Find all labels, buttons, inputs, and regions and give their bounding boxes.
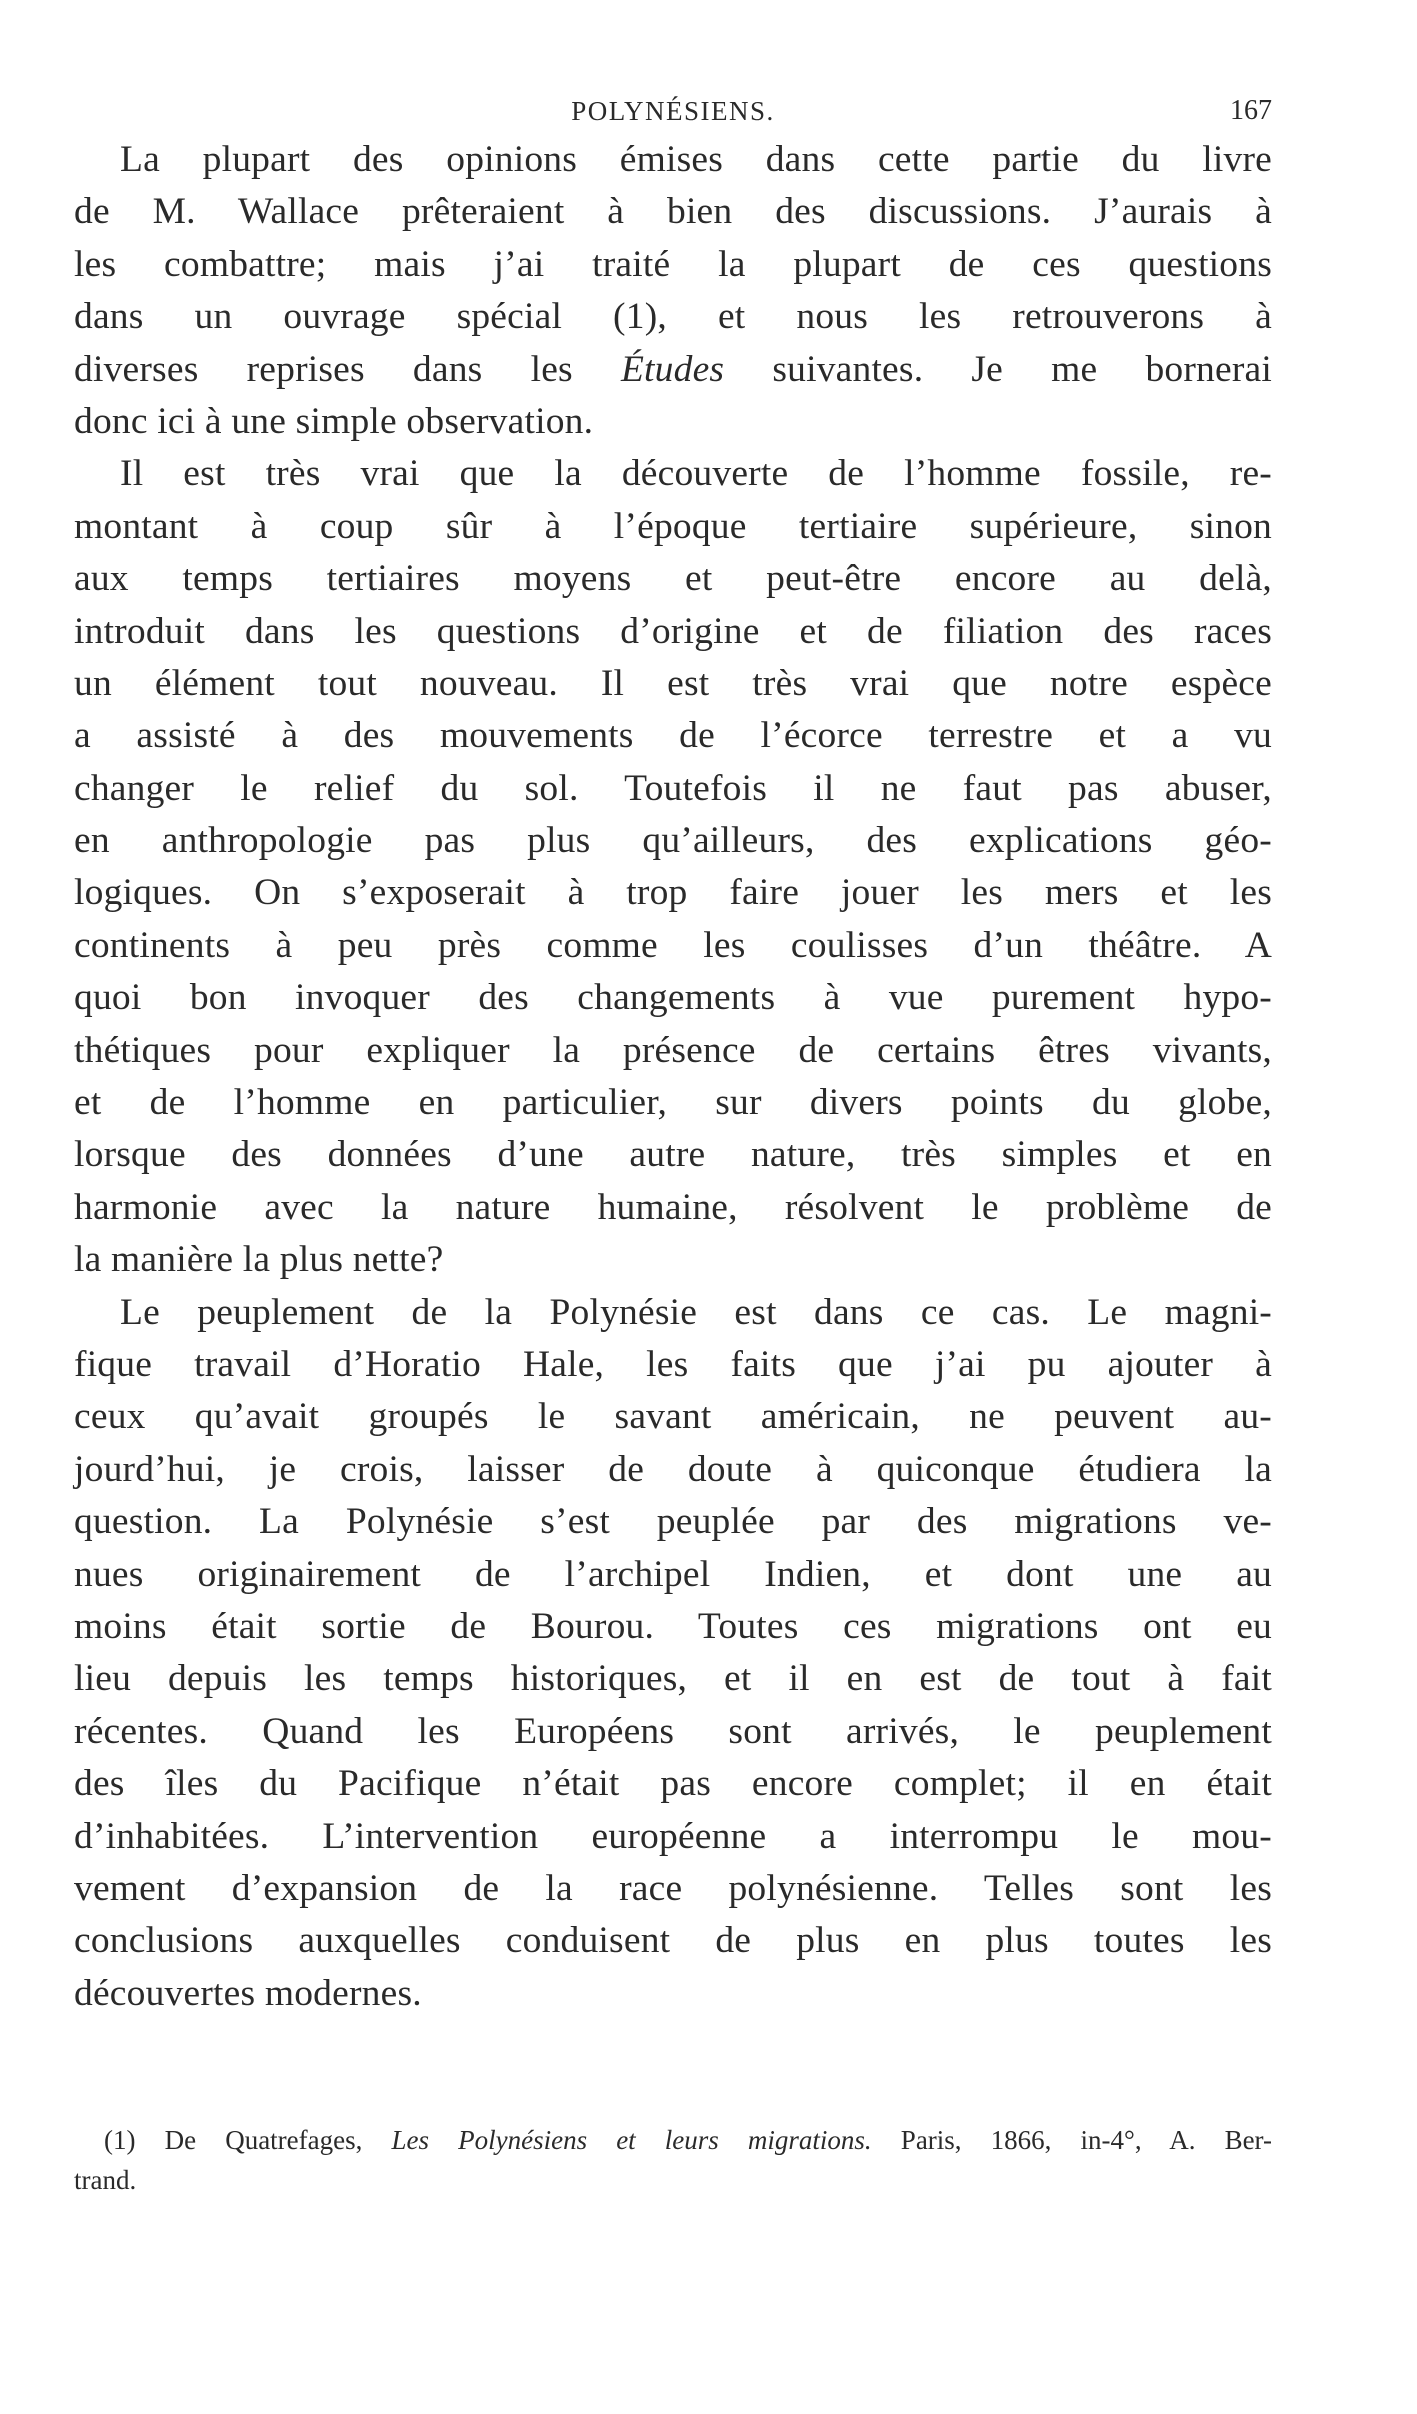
text-line: harmonie avec la nature humaine, résolvent le problème de bbox=[74, 1186, 1272, 1228]
text-line: montant à coup sûr à l’époque tertiaire supérieure, sinon bbox=[74, 505, 1272, 547]
text-span: (1) De Quatrefages, bbox=[104, 2125, 392, 2155]
text-line: nues originairement de l’archipel Indien, et dont une au bbox=[74, 1553, 1272, 1595]
text-line: et de l’homme en particulier, sur divers points du globe, bbox=[74, 1082, 1272, 1124]
text-line: vement d’expansion de la race polynésienne. Telles sont les bbox=[74, 1867, 1272, 1909]
text-line: question. La Polynésie s’est peuplée par des migrations ve- bbox=[74, 1501, 1272, 1543]
running-title: POLYNÉSIENS. bbox=[571, 96, 775, 126]
text-span: diverses reprises dans les bbox=[74, 348, 621, 390]
text-line: fique travail d’Horatio Hale, les faits que j’ai pu ajouter à bbox=[74, 1343, 1272, 1385]
text-line: donc ici à une simple observation. bbox=[74, 400, 594, 442]
text-span: suivantes. Je me bornerai bbox=[724, 348, 1272, 390]
paragraph-1 bbox=[74, 134, 1272, 448]
text-line: Le peuplement de la Polynésie est dans ce cas. Le magni- bbox=[120, 1291, 1272, 1333]
italic-title: Études bbox=[620, 348, 725, 390]
text-line: lieu depuis les temps historiques, et il en est de tout à fait bbox=[74, 1658, 1272, 1700]
text-line: ceux qu’avait groupés le savant américain, ne peuvent au- bbox=[74, 1396, 1272, 1438]
text-line: thétiques pour expliquer la présence de certains êtres vivants, bbox=[74, 1029, 1272, 1071]
text-line: introduit dans les questions d’origine et de filiation des races bbox=[74, 610, 1272, 652]
text-line: des îles du Pacifique n’était pas encore complet; il en était bbox=[74, 1763, 1272, 1805]
text-line: dans un ouvrage spécial (1), et nous les retrouverons à bbox=[74, 296, 1272, 338]
text-line: quoi bon invoquer des changements à vue purement hypo- bbox=[74, 977, 1272, 1019]
page-number: 167 bbox=[1230, 95, 1272, 126]
text-line: aux temps tertiaires moyens et peut-être encore au delà, bbox=[74, 558, 1272, 600]
text-line: moins était sortie de Bourou. Toutes ces migrations ont eu bbox=[74, 1605, 1272, 1647]
footnote-line: trand. bbox=[74, 2165, 137, 2195]
text-line: la manière la plus nette? bbox=[74, 1239, 444, 1281]
text-line: d’inhabitées. L’intervention européenne a interrompu le mou- bbox=[74, 1815, 1272, 1857]
text-line: un élément tout nouveau. Il est très vrai que notre espèce bbox=[74, 662, 1272, 704]
text-line: les combattre; mais j’ai traité la plupart de ces questions bbox=[74, 243, 1272, 285]
body-text bbox=[74, 134, 1272, 2020]
text-line: découvertes modernes. bbox=[74, 1972, 422, 2014]
text-line: a assisté à des mouvements de l’écorce terrestre et a vu bbox=[74, 715, 1272, 757]
text-line: de M. Wallace prêteraient à bien des discussions. J’aurais à bbox=[74, 191, 1272, 233]
text-line: en anthropologie pas plus qu’ailleurs, des explications géo- bbox=[74, 820, 1272, 862]
text-line: jourd’hui, je crois, laisser de doute à quiconque étudiera la bbox=[74, 1448, 1272, 1490]
text-line: récentes. Quand les Européens sont arrivés, le peuplement bbox=[74, 1710, 1272, 1752]
text-line: changer le relief du sol. Toutefois il ne faut pas abuser, bbox=[74, 767, 1272, 809]
paragraph-3 bbox=[74, 1287, 1272, 2020]
text-line: conclusions auxquelles conduisent de plus en plus toutes les bbox=[74, 1920, 1272, 1962]
footnote bbox=[74, 2120, 1272, 2200]
text-line: La plupart des opinions émises dans cette partie du livre bbox=[120, 139, 1272, 180]
paragraph-2 bbox=[74, 448, 1272, 1286]
italic-title: Les Polynésiens et leurs migrations. bbox=[391, 2125, 872, 2155]
text-line: lorsque des données d’une autre nature, très simples et en bbox=[74, 1134, 1272, 1176]
text-line: logiques. On s’exposerait à trop faire jouer les mers et les bbox=[74, 872, 1272, 914]
text-line: Il est très vrai que la découverte de l’homme fossile, re- bbox=[120, 453, 1272, 495]
text-line bbox=[74, 344, 1272, 396]
text-line: continents à peu près comme les coulisses d’un théâtre. A bbox=[74, 924, 1272, 966]
text-span: Paris, 1866, in-4°, A. Ber- bbox=[871, 2125, 1273, 2155]
footnote-line bbox=[74, 2120, 1272, 2160]
running-header bbox=[74, 86, 1272, 136]
